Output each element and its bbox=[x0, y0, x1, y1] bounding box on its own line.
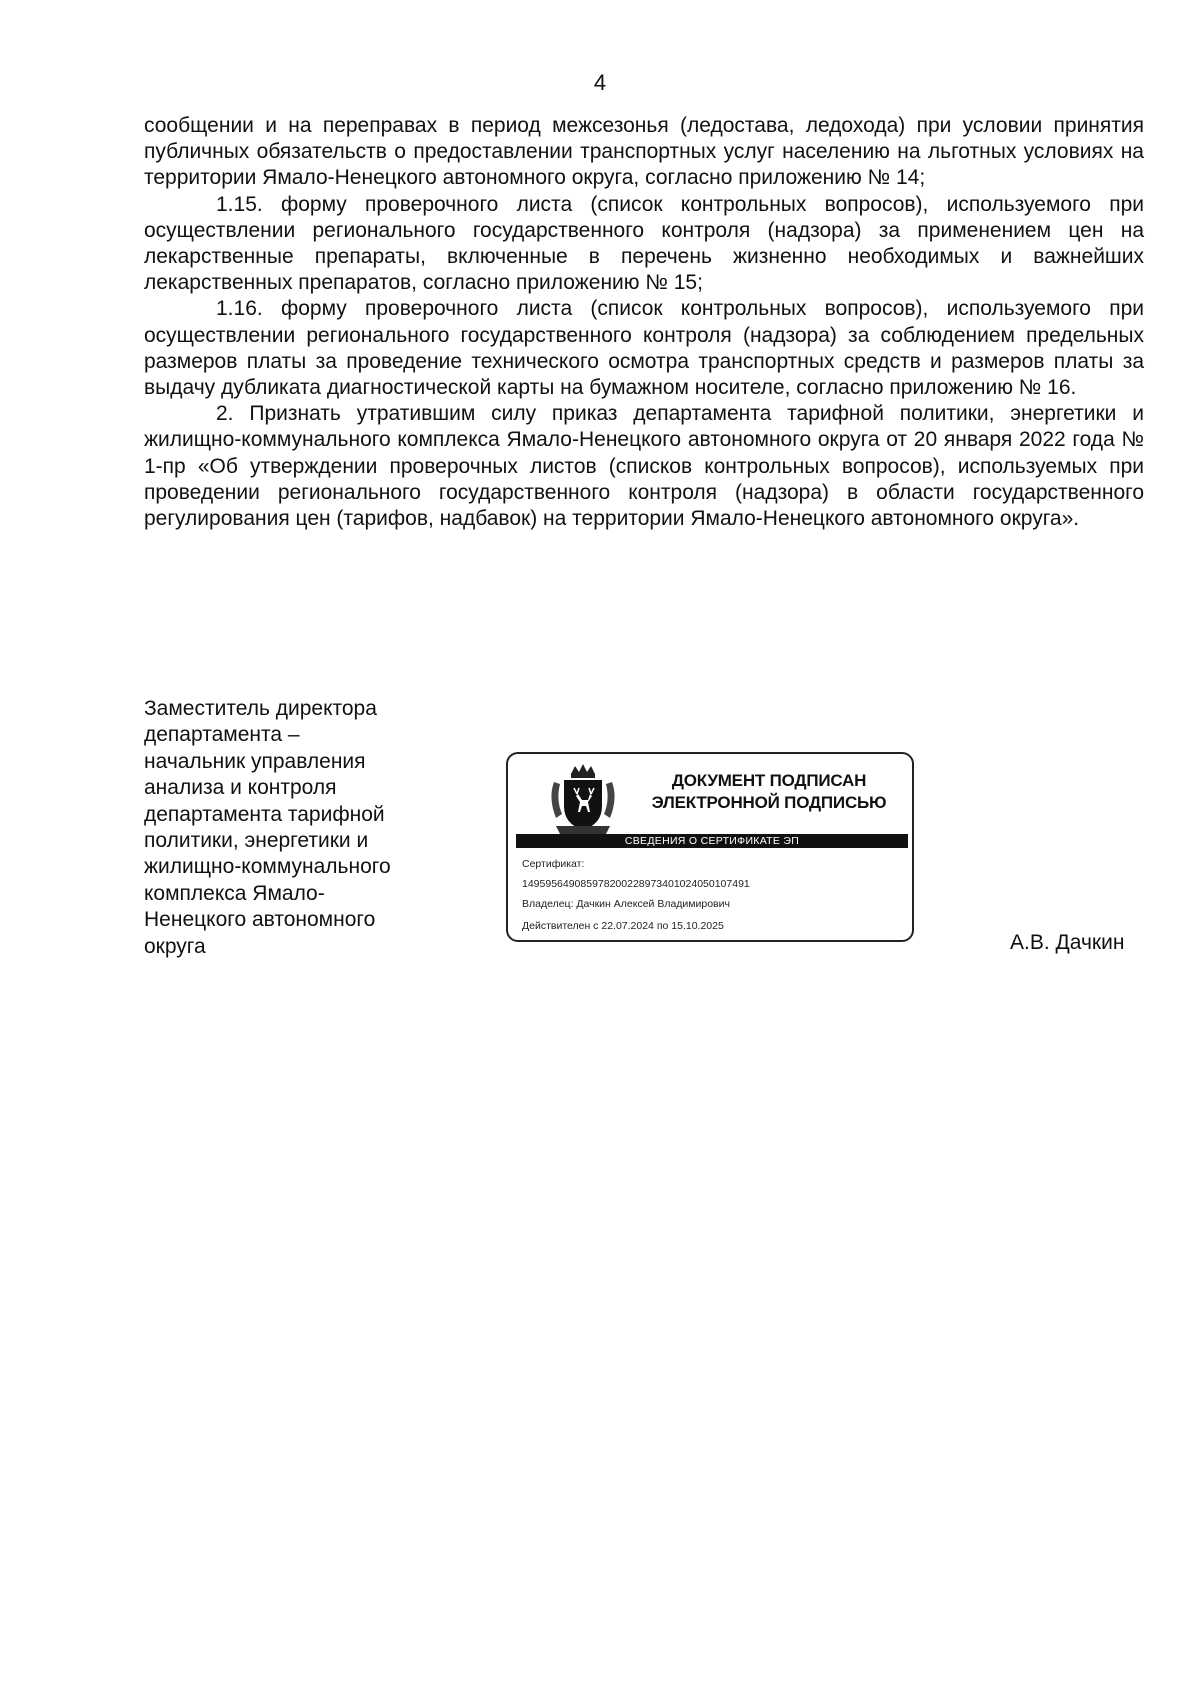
document-body bbox=[144, 113, 1144, 532]
signatory-name: А.В. Дачкин bbox=[1010, 931, 1125, 954]
position-line: политики, энергетики и bbox=[144, 829, 369, 853]
paragraph-1-16: 1.16. форму проверочного листа (список контрольных вопросов), используемого при осуществлении регионального государственного контроля (надзора) за соблюдением предельных размеров платы за проведение технического осмотра транспортных средств и размеров платы за выдачу дубликата диагностической карты на бумажном носителе, согласно приложению № 16. bbox=[144, 297, 1144, 400]
certificate-number: 149595649085978200228973401024050107491 bbox=[522, 878, 750, 890]
position-line: департамента тарифной bbox=[144, 802, 385, 826]
stamp-title-line-2: ЭЛЕКТРОННОЙ ПОДПИСЬЮ bbox=[651, 793, 887, 812]
electronic-signature-stamp bbox=[506, 752, 914, 942]
stamp-title-line-1: ДОКУМЕНТ ПОДПИСАН bbox=[671, 771, 867, 790]
yamal-coat-of-arms-icon bbox=[544, 762, 622, 836]
paragraph-2: 2. Признать утратившим силу приказ департамента тарифной политики, энергетики и жилищно-коммунального комплекса Ямало-Ненецкого автономного округа от 20 января 2022 года № 1-пр «Об утверждении проверочных листов (списков контрольных вопросов), используемых при проведении регионального государственного контроля (надзора) в области государственного регулирования цен (тарифов, надбавок) на территории Ямало-Ненецкого автономного округа». bbox=[144, 402, 1144, 531]
paragraph-1-15: 1.15. форму проверочного листа (список контрольных вопросов), используемого при осуществлении регионального государственного контроля (надзора) за применением цен на лекарственные препараты, включенные в перечень жизненно необходимых и важнейших лекарственных препаратов, согласно приложению № 15; bbox=[144, 192, 1144, 295]
stamp-title bbox=[638, 770, 900, 814]
position-line: анализа и контроля bbox=[144, 776, 337, 800]
position-line: Ненецкого автономного bbox=[144, 908, 376, 932]
position-line: округа bbox=[144, 934, 206, 958]
paragraph-continuation: сообщении и на переправах в период межсезонья (ледостава, ледохода) при условии принятия публичных обязательств о предоставлении транспортных услуг населению на льготных условиях на территории Ямало-Ненецкого автономного округа, согласно приложению № 14; bbox=[144, 114, 1144, 190]
certificate-label: Сертификат: bbox=[522, 858, 585, 870]
position-line: Заместитель директора bbox=[144, 697, 377, 720]
signatory-position bbox=[144, 696, 444, 960]
page-number: 4 bbox=[593, 70, 607, 95]
position-line: комплекса Ямало- bbox=[144, 881, 325, 905]
certificate-validity: Действителен с 22.07.2024 по 15.10.2025 bbox=[522, 920, 724, 932]
certificate-owner: Владелец: Дачкин Алексей Владимирович bbox=[522, 898, 730, 910]
position-line: департамента – bbox=[144, 723, 300, 747]
position-line: жилищно-коммунального bbox=[144, 855, 391, 879]
certificate-info-bar: СВЕДЕНИЯ О СЕРТИФИКАТЕ ЭП bbox=[516, 834, 908, 848]
position-line: начальник управления bbox=[144, 749, 366, 773]
